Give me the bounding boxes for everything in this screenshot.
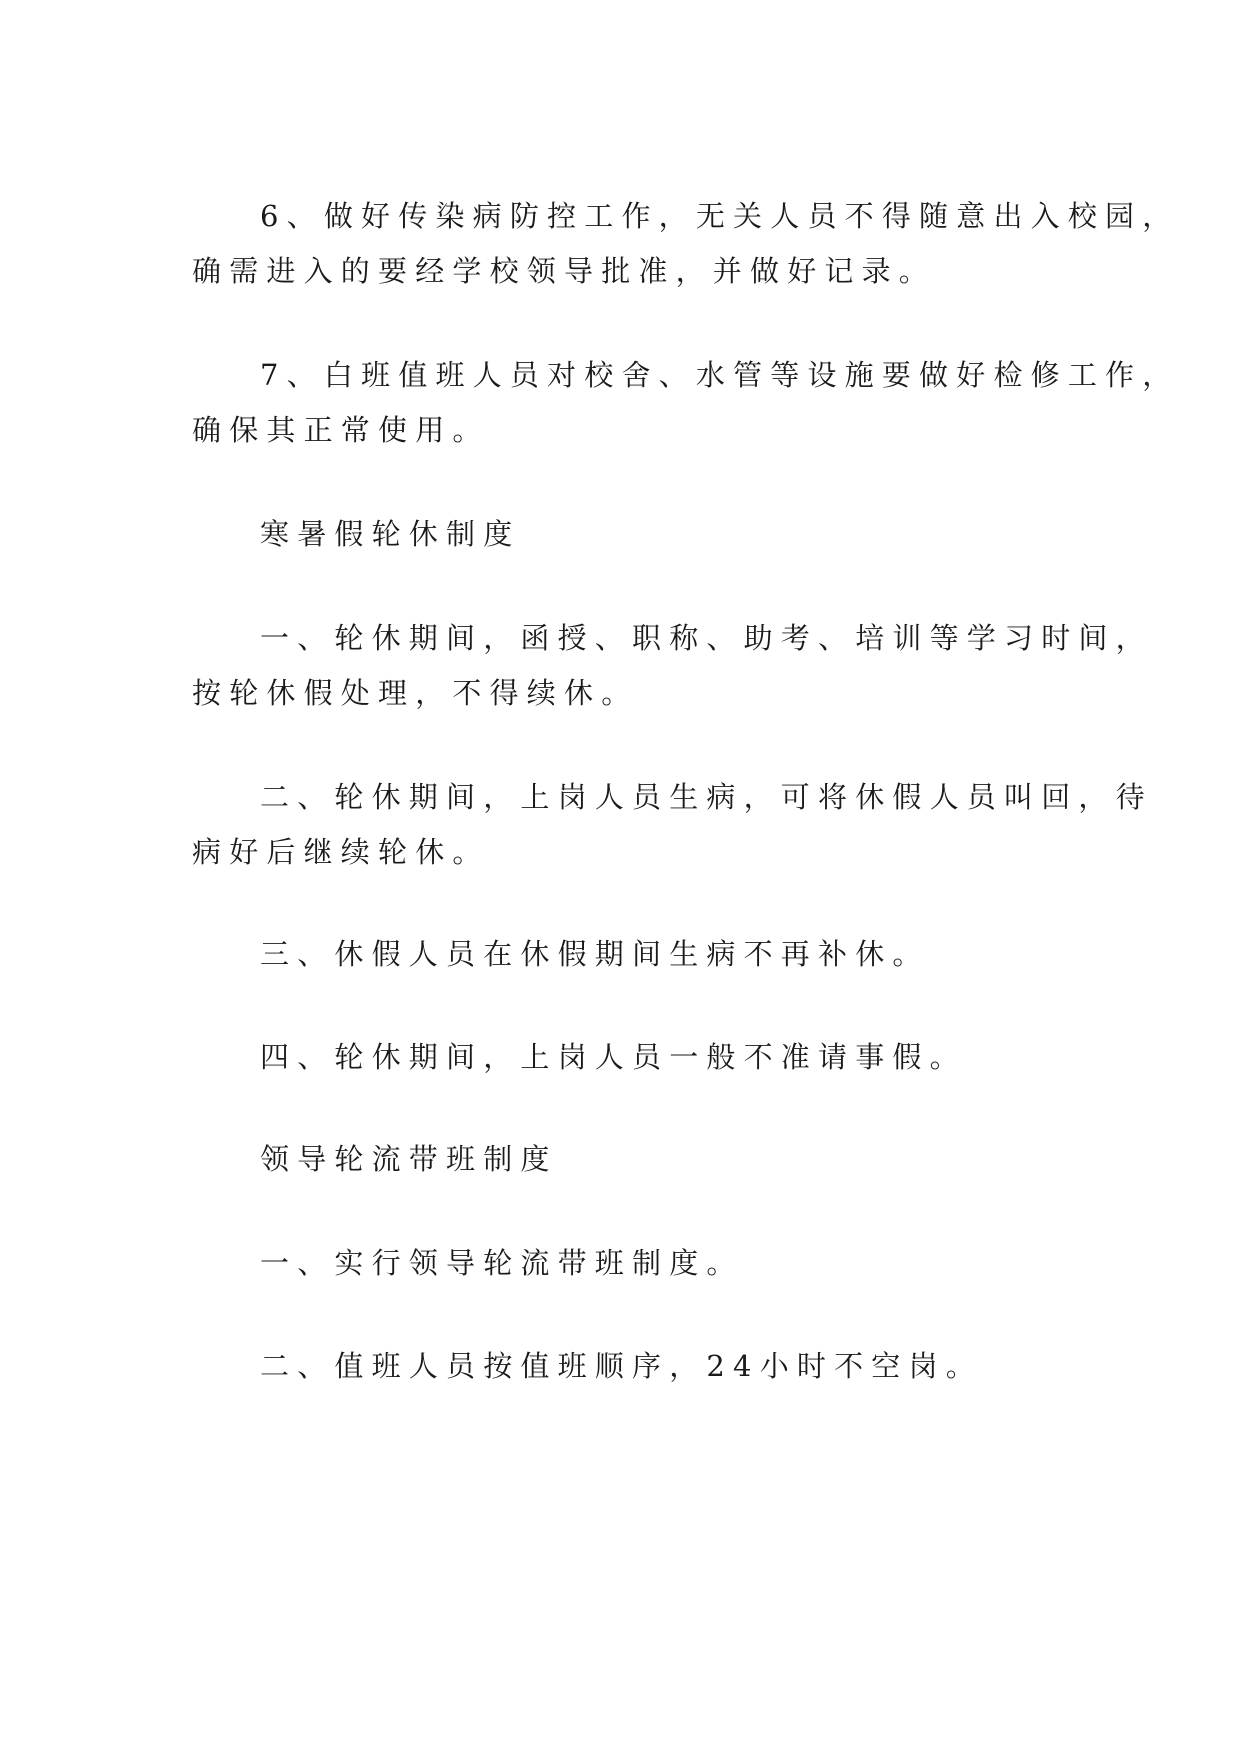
- paragraph-6-line-1: 6、做好传染病防控工作，无关人员不得随意出入校园，: [260, 199, 1180, 233]
- rotation-rule-1-line-1: 一、轮休期间，函授、职称、助考、培训等学习时间，: [260, 621, 1153, 655]
- rotation-rule-4: 四、轮休期间，上岗人员一般不准请事假。: [260, 1040, 967, 1074]
- leader-rule-2: 二、值班人员按值班顺序，24小时不空岗。: [260, 1349, 983, 1383]
- rotation-rule-2-line-1: 二、轮休期间，上岗人员生病，可将休假人员叫回，待: [260, 780, 1153, 814]
- rotation-rule-3: 三、休假人员在休假期间生病不再补休。: [260, 937, 930, 971]
- section-heading-holiday-rotation: 寒暑假轮休制度: [260, 517, 521, 551]
- section-heading-leader-duty: 领导轮流带班制度: [260, 1142, 558, 1176]
- paragraph-7-line-1: 7、白班值班人员对校舍、水管等设施要做好检修工作，: [260, 358, 1180, 392]
- rotation-rule-2-line-2: 病好后继续轮休。: [192, 835, 490, 869]
- leader-rule-1: 一、实行领导轮流带班制度。: [260, 1246, 744, 1280]
- paragraph-6-line-2: 确需进入的要经学校领导批准，并做好记录。: [192, 254, 937, 288]
- paragraph-7-line-2: 确保其正常使用。: [192, 413, 490, 447]
- rotation-rule-1-line-2: 按轮休假处理，不得续休。: [192, 676, 639, 710]
